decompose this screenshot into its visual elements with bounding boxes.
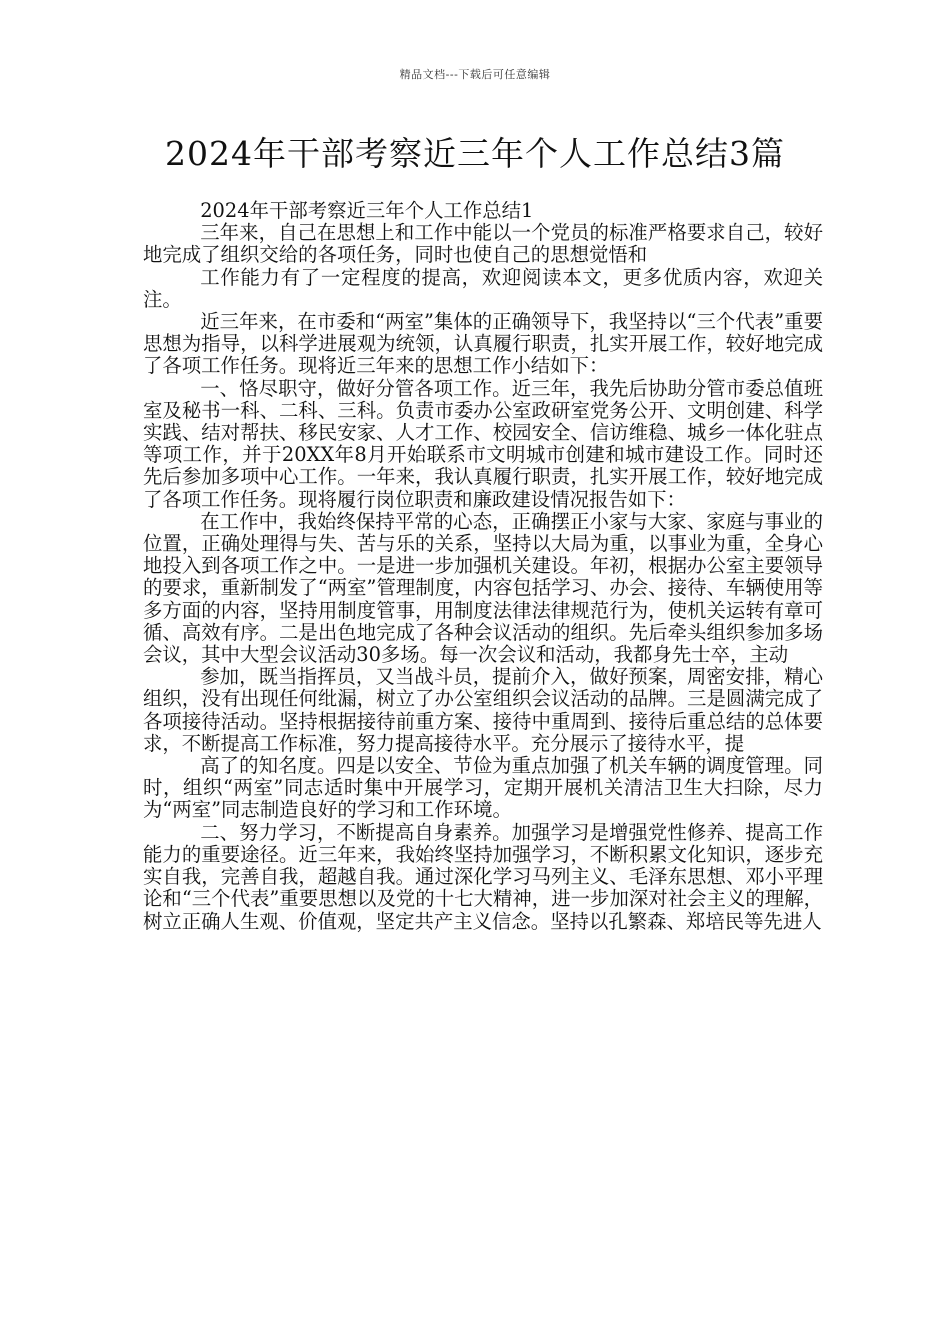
header-note: 精品文档---下载后可任意编辑: [399, 68, 551, 81]
document-title: 2024年干部考察近三年个人工作总结3篇: [165, 134, 785, 173]
paragraph: 高了的知名度。四是以安全、节俭为重点加强了机关车辆的调度管理。同时，组织“两室”同志适时集中开展学习，定期开展机关清洁卫生大扫除，尽力为“两室”同志制造良好的学习和工作环境。: [143, 754, 823, 822]
paragraph: 二、努力学习，不断提高自身素养。加强学习是增强党性修养、提高工作能力的重要途径。近三年来，我始终坚持加强学习，不断积累文化知识，逐步充实自我，完善自我，超越自我。通过深化学习马列主义、毛泽东思想、邓小平理论和“三个代表”重要思想以及党的十七大精神，进一步加深对社会主义的理解，树立正确人生观、价值观，坚定共产主义信念。坚持以孔繁森、郑培民等先进人: [143, 820, 823, 933]
paragraph: 参加，既当指挥员，又当战斗员，提前介入，做好预案，周密安排，精心组织，没有出现任何纰漏，树立了办公室组织会议活动的品牌。三是圆满完成了各项接待活动。坚持根据接待前重方案、接待中重周到、接待后重总结的总体要求，不断提高工作标准，努力提高接待水平。充分展示了接待水平，提: [143, 665, 823, 755]
paragraph: 三年来，自己在思想上和工作中能以一个党员的标准严格要求自己，较好地完成了组织交给的各项任务，同时也使自己的思想觉悟和: [143, 221, 823, 267]
paragraph: 近三年来，在市委和“两室”集体的正确领导下，我坚持以“三个代表”重要思想为指导，以科学进展观为统领，认真履行职责，扎实开展工作，较好地完成了各项工作任务。现将近三年来的思想工作小结如下：: [143, 310, 823, 378]
paragraph: 工作能力有了一定程度的提高，欢迎阅读本文，更多优质内容，欢迎关注。: [143, 265, 823, 311]
document-body: [143, 200, 823, 933]
paragraph: 一、恪尽职守，做好分管各项工作。近三年，我先后协助分管市委总值班室及秘书一科、二科、三科。负责市委办公室政研室党务公开、文明创建、科学实践、结对帮扶、移民安家、人才工作、校园安全、信访维稳、城乡一体化驻点等项工作，并于20XX年8月开始联系市文明城市创建和城市建设工作。同时还先后参加多项中心工作。一年来，我认真履行职责，扎实开展工作，较好地完成了各项工作任务。现将履行岗位职责和廉政建设情况报告如下：: [143, 376, 823, 511]
section-heading: 2024年干部考察近三年个人工作总结1: [200, 199, 534, 222]
paragraph: 在工作中，我始终保持平常的心态，正确摆正小家与大家、家庭与事业的位置，正确处理得与失、苦与乐的关系，坚持以大局为重，以事业为重，全身心地投入到各项工作之中。一是进一步加强机关建设。年初，根据办公室主要领导的要求，重新制发了“两室”管理制度，内容包括学习、办会、接待、车辆使用等多方面的内容，坚持用制度管事，用制度法律法律规范行为，使机关运转有章可循、高效有序。二是出色地完成了各种会议活动的组织。先后牵头组织参加多场会议，其中大型会议活动30多场。每一次会议和活动，我都身先士卒，主动: [143, 509, 823, 667]
